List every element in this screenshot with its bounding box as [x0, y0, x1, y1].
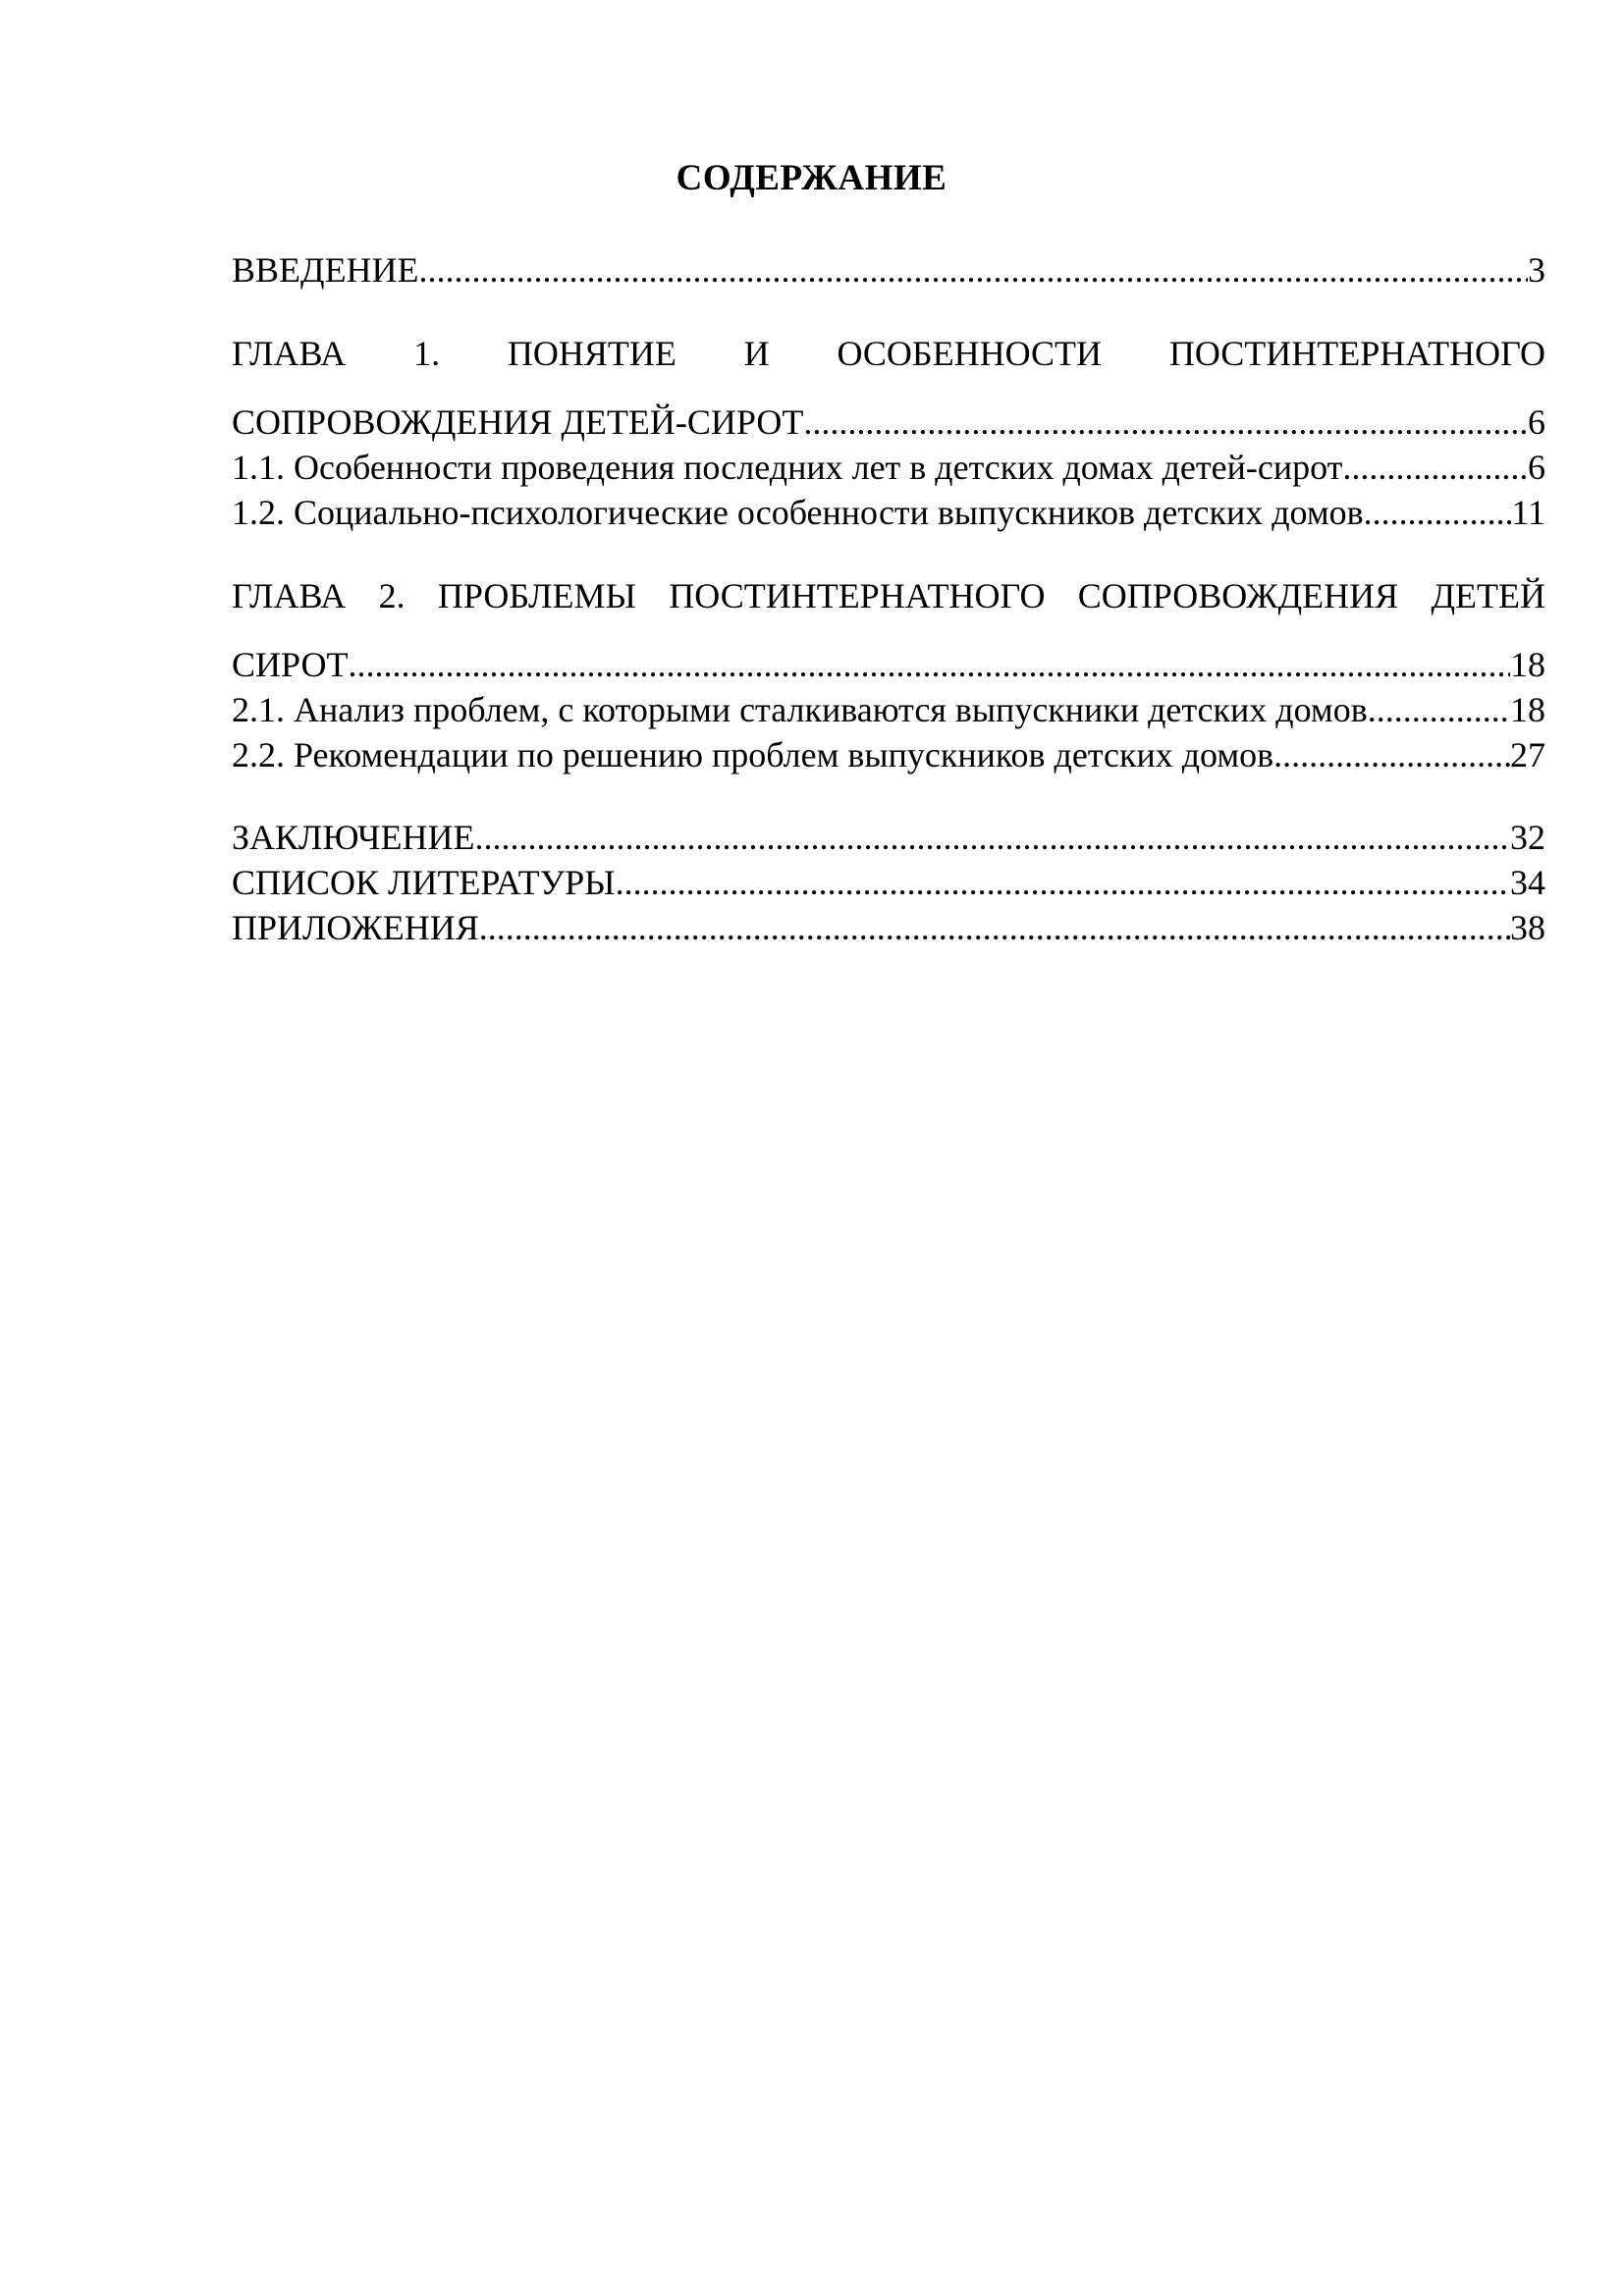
toc-chapter2-heading-line1[interactable]: ГЛАВА 2. ПРОБЛЕМЫ ПОСТИНТЕРНАТНОГО СОПРОВОЖДЕНИЯ ДЕТЕЙ [232, 576, 1545, 615]
toc-entry-appendices[interactable] [232, 905, 1545, 950]
toc-page-number: 38 [1510, 908, 1545, 947]
toc-entry-label: ВВЕДЕНИЕ [232, 250, 419, 290]
toc-entry-chapter1[interactable] [232, 400, 1545, 445]
toc-entry-label: 2.2. Рекомендации по решению проблем выпускников детских домов [232, 735, 1274, 774]
dot-leader [616, 860, 1510, 905]
toc-page-number: 18 [1510, 645, 1545, 684]
dot-leader [474, 815, 1510, 860]
toc-entry-label: 2.1. Анализ проблем, с которыми сталкиваются выпускники детских домов [232, 690, 1368, 729]
toc-title: СОДЕРЖАНИЕ [676, 158, 947, 198]
dot-leader [1342, 445, 1528, 490]
toc-page-number: 32 [1510, 818, 1545, 857]
toc-entry-section-2-1[interactable] [232, 687, 1545, 732]
dot-leader [803, 400, 1528, 445]
toc-entry-conclusion[interactable] [232, 815, 1545, 860]
dot-leader [479, 905, 1510, 950]
dot-leader [1273, 732, 1510, 777]
toc-page-number: 3 [1528, 250, 1545, 290]
toc-entry-section-2-2[interactable] [232, 732, 1545, 777]
toc-entry-label: 1.2. Социально-психологические особенности выпускников детских домов [232, 493, 1364, 532]
toc-page-number: 6 [1528, 402, 1545, 442]
toc-chapter1-heading-line1[interactable]: ГЛАВА 1. ПОНЯТИЕ И ОСОБЕННОСТИ ПОСТИНТЕРНАТНОГО [232, 334, 1545, 373]
toc-entry-label: 1.1. Особенности проведения последних лет в детских домах детей-сирот [232, 448, 1343, 487]
toc-entry-references[interactable] [232, 860, 1545, 905]
toc-entry-section-1-2[interactable] [232, 490, 1545, 535]
toc-entry-label: ЗАКЛЮЧЕНИЕ [232, 818, 475, 857]
toc-page-number: 27 [1510, 735, 1545, 774]
toc-entry-section-1-1[interactable] [232, 445, 1545, 490]
toc-entry-label: СПИСОК ЛИТЕРАТУРЫ [232, 863, 616, 902]
toc-page-number: 34 [1510, 863, 1545, 902]
toc-entry-label: СОПРОВОЖДЕНИЯ ДЕТЕЙ-СИРОТ [232, 402, 804, 442]
toc-page-number: 18 [1510, 690, 1545, 729]
dot-leader [348, 642, 1510, 687]
toc-entry-label: СИРОТ [232, 645, 349, 684]
toc-entry-chapter2[interactable] [232, 642, 1545, 687]
toc-entry-label: ПРИЛОЖЕНИЯ [232, 908, 479, 947]
dot-leader [1364, 490, 1512, 535]
toc-page-number: 6 [1528, 448, 1545, 487]
dot-leader [1368, 687, 1510, 732]
toc-page-number: 11 [1511, 493, 1545, 532]
dot-leader [419, 247, 1528, 293]
toc-entry-introduction[interactable] [232, 247, 1545, 293]
